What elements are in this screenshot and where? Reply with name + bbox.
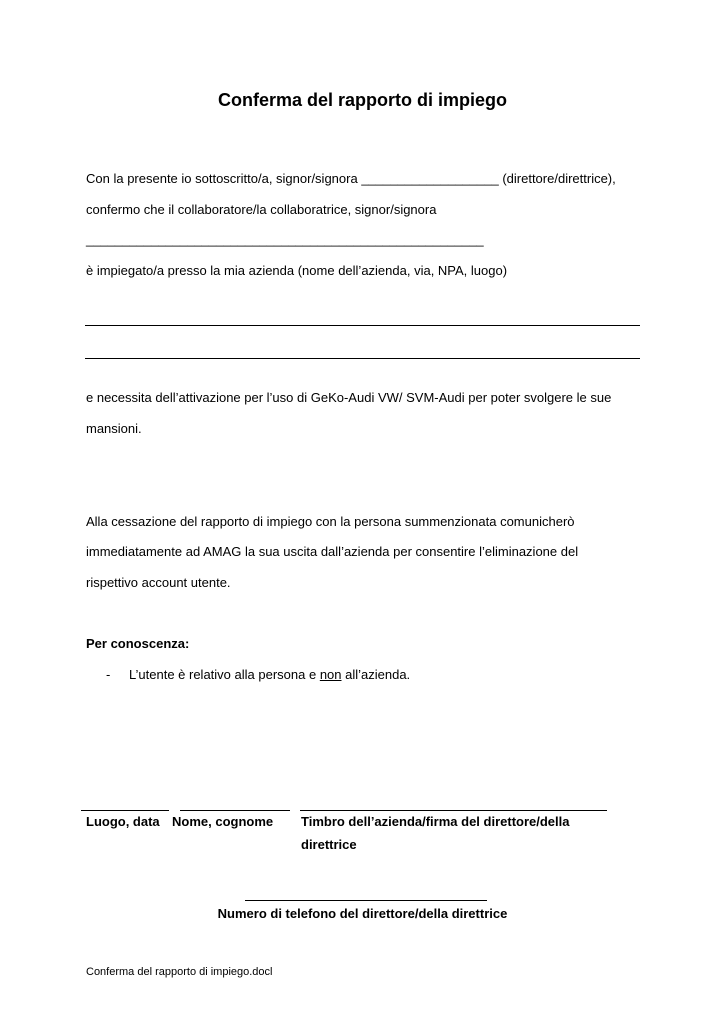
name-line — [180, 810, 290, 811]
director-name-blank: ___________________ — [361, 171, 499, 186]
intro-line-1 — [86, 171, 616, 187]
footer-filename: Conferma del rapporto di impiego.docl — [86, 966, 273, 978]
place-date-label: Luogo, data — [86, 814, 160, 829]
activation-line-1: e necessita dell’attivazione per l’uso di GeKo-Audi VW/ SVM-Audi per poter svolgere le sue — [86, 390, 612, 405]
notice-emphasis: non — [319, 667, 342, 682]
notice-bullet — [129, 667, 410, 683]
termination-line-3: rispettivo account utente. — [86, 575, 231, 590]
termination-line-1: Alla cessazione del rapporto di impiego con la persona summenzionata comunicherò — [86, 514, 575, 529]
stamp-label-line-1: Timbro dell’azienda/firma del direttore/della — [301, 814, 570, 829]
notice-bullet-dash: - — [106, 667, 111, 682]
activation-line-2: mansioni. — [86, 421, 142, 436]
company-address-line-2 — [85, 358, 640, 359]
intro-line-1-role: (direttore/direttrice), — [502, 171, 616, 186]
termination-line-2: immediatamente ad AMAG la sua uscita dall’azienda per consentire l’eliminazione del — [86, 544, 579, 559]
place-date-line — [81, 810, 169, 811]
phone-label: Numero di telefono del direttore/della direttrice — [217, 906, 508, 921]
intro-line-1-text: Con la presente io sottoscritto/a, signor/signora — [86, 171, 358, 186]
stamp-signature-line — [300, 810, 607, 811]
company-address-line-1 — [85, 325, 640, 326]
intro-line-4: è impiegato/a presso la mia azienda (nome dell’azienda, via, NPA, luogo) — [86, 263, 508, 278]
stamp-label-line-2: direttrice — [301, 837, 357, 852]
notice-bullet-tail: all’azienda. — [341, 667, 411, 682]
intro-line-2: confermo che il collaboratore/la collaboratrice, signor/signora — [86, 202, 437, 217]
notice-heading: Per conoscenza: — [86, 636, 190, 651]
employee-name-blank: _______________________________________________________ — [86, 232, 484, 247]
name-label: Nome, cognome — [172, 814, 274, 829]
phone-line — [245, 900, 487, 901]
notice-bullet-text: L’utente è relativo alla persona e — [129, 667, 320, 682]
page-title: Conferma del rapporto di impiego — [217, 90, 508, 110]
